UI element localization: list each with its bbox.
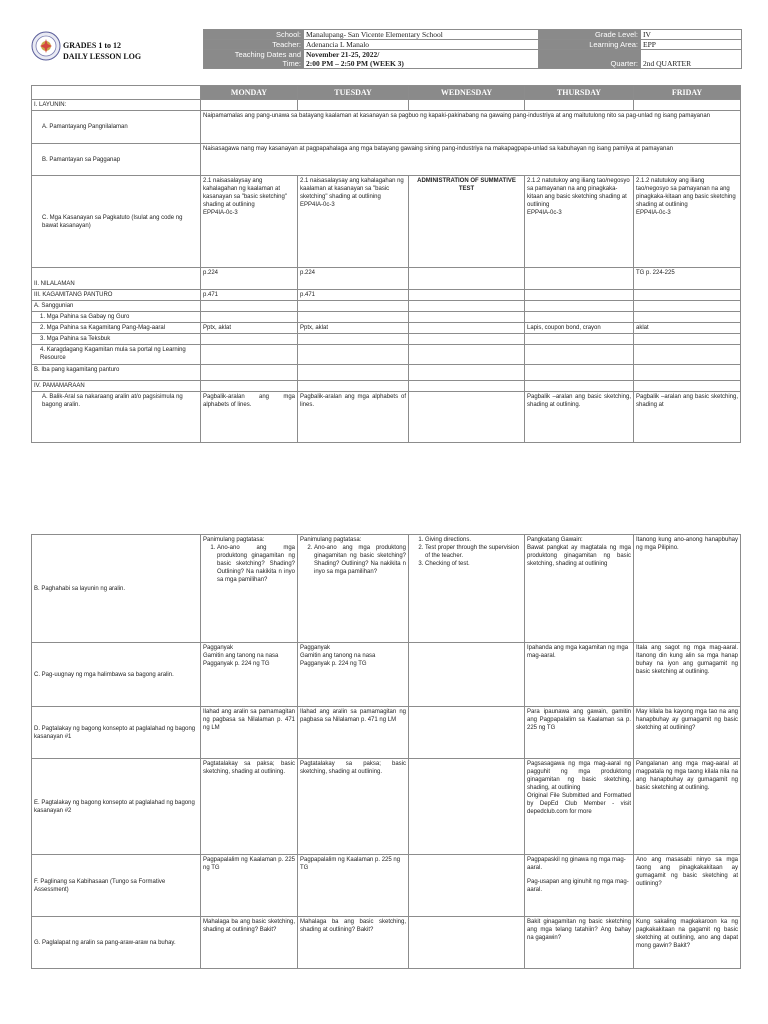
teacher-value: Adenancia L Manalo [304, 40, 539, 50]
row-label-pag-uugnay: C. Pag-uugnay ng mga halimbawa sa bagong aralin. [32, 643, 201, 707]
paghahabi-monday-item: 1. Ano-ano ang mga produktong ginagamitan ng basic sketching? Shading? Outlining? Na nakikita n inyo sa mga pamilihan? [217, 544, 295, 584]
materials-friday: aklat [634, 323, 741, 334]
section-layunin: I. LAYUNIN: [32, 100, 201, 111]
label-teksbuk: 3. Mga Pahina sa Teksbuk [32, 334, 201, 345]
time-label: Time: [282, 59, 301, 68]
paglinang-tuesday: Pagpapalalim ng Kaalaman p. 225 ng TG [298, 855, 409, 917]
kagamitan-monday: p.471 [201, 290, 298, 301]
paglinang-thursday-text-1: Pagpapaskil ng ginawa ng mga mag-aaral. [527, 857, 626, 871]
materials-thursday: Lapis, coupon bond, crayon [525, 323, 634, 334]
pag-uugnay-friday: Itala ang sagot ng mga mag-aaral. Itanong din kung alin sa mga hanap buhay na iyon ang gumagamit ng basic sketching at outlining. [634, 643, 741, 707]
paglalapat-friday: Kung sakaling magkakaroon ka ng pagkakakitaan na gagamit ng basic sketching at outlining, ano ang dapat mong gawin? Bakit? [634, 917, 741, 969]
materials-tuesday: Pptx, aklat [298, 323, 409, 334]
kasanayan-tuesday [298, 176, 409, 268]
day-header-tuesday: TUESDAY [298, 86, 409, 100]
depedclub-watermark-text: Original File Submitted and Formatted by DepEd Club Member - visit depedclub.com for more [527, 793, 631, 815]
row-label-paghahabi: B. Paghahabi sa layunin ng aralin. [32, 535, 201, 643]
kasanayan-thursday-code: EPP4IA-0c-3 [527, 210, 562, 216]
kasanayan-tuesday-text: 2.1 naisasalaysay ang kahalagahan ng kaalaman at kasanayan sa "basic sketching" shading at outlining [300, 178, 404, 200]
paglalapat-tuesday: Mahalaga ba ang basic sketching, shading at outlining? Bakit? [298, 917, 409, 969]
pamantayan-sa-pagganap: Naisasagawa nang may kasanayan at pagpapahalaga ang mga batayang gawaing sining pang-industriya na makapagpapa-unlad sa kabuhayan ng isang pamilya at pamayanan [201, 144, 741, 176]
paghahabi-thursday-text: Bawat pangkat ay magtatala ng mga produktong ginagamitan ng basic sketching, shading at outlining [527, 545, 631, 567]
school-label: School: [204, 30, 304, 40]
pag-uugnay-tuesday-head: Pagganyak [300, 645, 331, 651]
row-label-b: B. Pamantayan sa Pagganap [32, 144, 201, 176]
row-label-a: A. Pamantayang Pangnilalaman [32, 111, 201, 144]
kasanayan-thursday-text: 2.1.2 natutukoy ang iliang tao/negosyo sa pamayanan na ang pinagkaka-kitaan ang basic sketching shading at outlining [527, 178, 630, 208]
row-label-paglinang: F. Paglinang sa Kabihasaan (Tungo sa Formative Assessment) [32, 855, 201, 917]
dates-time-label [204, 50, 304, 69]
day-header-thursday: THURSDAY [525, 86, 634, 100]
paghahabi-monday [201, 535, 298, 643]
kasanayan-tuesday-code: EPP4IA-0c-3 [300, 202, 335, 208]
row-label-c: C. Mga Kasanayan sa Pagkatuto (Isulat ang code ng bawat kasanayan) [32, 176, 201, 268]
pagtalakay2-friday: Pangalanan ang mga mag-aaral at magpatala ng mga taong kilala nila na ang hanapbuhay ay gumagamit ng basic sketching at outlining. [634, 759, 741, 855]
label-sanggunian: A. Sanggunian [32, 301, 201, 312]
paghahabi-tuesday [298, 535, 409, 643]
kasanayan-friday-code: EPP4IA-0c-3 [636, 210, 671, 216]
pamantayang-pangnilalaman: Naipamamalas ang pang-unawa sa batayang kaalaman at kasanayan sa pagbuo ng kapaki-pakinabang na gawaing pang-industriya at ang maitutulong nito sa pag-unlad ng isang pamayanan [201, 111, 741, 144]
kasanayan-monday-text: 2.1 naisasalaysay ang kahalagahan ng kaalaman at kasanayan sa "basic sketching" shading at outlining [203, 178, 287, 208]
kasanayan-friday [634, 176, 741, 268]
title-line-2: DAILY LESSON LOG [63, 52, 142, 61]
blank-corner [32, 86, 201, 100]
day-header-friday: FRIDAY [634, 86, 741, 100]
pagtalakay1-monday: Ilahad ang aralin sa pamamagitan ng pagbasa sa Nilalaman p. 471 ng LM [201, 707, 298, 759]
section-pamamaraan: IV. PAMAMARAAN [32, 381, 201, 392]
day-header-monday: MONDAY [201, 86, 298, 100]
quarter-value: 2nd QUARTER [641, 50, 742, 69]
pag-uugnay-monday-text: Gamitin ang tanong na nasa Pagganyak p. 224 ng TG [203, 653, 279, 667]
pagtalakay2-tuesday: Pagtatalakay sa paksa; basic sketching, shading at outlining. [298, 759, 409, 855]
dates-label: Teaching Dates and [234, 50, 301, 59]
deped-seal-logo [31, 31, 61, 61]
paghahabi-tuesday-head: Panimulang pagtatasa: [300, 537, 362, 543]
paglinang-thursday [525, 855, 634, 917]
dates-value: November 21-25, 2022/ [306, 50, 380, 59]
quarter-label: Quarter: [539, 50, 641, 69]
teacher-label: Teacher: [204, 40, 304, 50]
pagtalakay1-thursday: Para ipaunawa ang gawain, gamitin ang Pagpapalalim sa Kaalaman sa p. 225 ng TG [525, 707, 634, 759]
paglalapat-monday: Mahalaga ba ang basic sketching, shading at outlining? Bakit? [201, 917, 298, 969]
paghahabi-friday: Itanong kung ano-anong hanapbuhay ng mga Pilipino. [634, 535, 741, 643]
kasanayan-monday-code: EPP4IA-0c-3 [203, 210, 238, 216]
dates-time-value [304, 50, 539, 69]
row-label-pagtalakay-1: D. Pagtalakay ng bagong konsepto at paglalahad ng bagong kasanayan #1 [32, 707, 201, 759]
section-nilalaman: II. NILALAMAN [32, 268, 201, 290]
paglinang-thursday-text-2: Pag-usapan ang iginuhit ng mga mag-aaral. [527, 879, 629, 893]
label-learning-resource: 4. Karagdagang Kagamitan mula sa portal ng Learning Resource [32, 345, 201, 365]
section-kagamitan: III. KAGAMITANG PANTURO [32, 290, 201, 301]
wednesday-step-2: 2. Test proper through the supervision of the teacher. [425, 544, 522, 560]
nilalaman-friday: TG p. 224-225 [634, 268, 741, 290]
pag-uugnay-tuesday [298, 643, 409, 707]
label-kagamitang-mag-aaral: 2. Mga Pahina sa Kagamitang Pang-Mag-aaral [32, 323, 201, 334]
nilalaman-monday: p.224 [201, 268, 298, 290]
paghahabi-tuesday-item: 2. Ano-ano ang mga produktong ginagamitan ng basic sketching? Shading? Outlining? Na nakikita n inyo sa mga pamilihan? [314, 544, 406, 576]
pagtalakay1-friday: May kilala ba kayong mga tao na ang hanapbuhay ay gumagamit ng basic sketching at outlining? [634, 707, 741, 759]
kagamitan-tuesday: p.471 [298, 290, 409, 301]
wednesday-step-3: 3. Checking of test. [425, 560, 522, 568]
label-iba-pang-kagamitan: B. Iba pang kagamitang panturo [32, 365, 201, 381]
balik-aral-friday: Pagbalik –aralan ang basic sketching, shading at [634, 392, 741, 443]
area-value: EPP [641, 40, 742, 50]
balik-aral-thursday: Pagbalik –aralan ang basic sketching, shading at outlining. [525, 392, 634, 443]
header-info-table [203, 29, 742, 69]
paghahabi-monday-head: Panimulang pagtatasa: [203, 537, 265, 543]
wednesday-step-1: 1. Giving directions. [425, 536, 522, 544]
lesson-log-table-2 [31, 534, 741, 969]
paglinang-friday: Ano ang masasabi ninyo sa mga taong ang pinagkakakitaan ay gumagamit ng basic sketching at outlining? [634, 855, 741, 917]
day-header-wednesday: WEDNESDAY [409, 86, 525, 100]
row-label-pagtalakay-2: E. Pagtalakay ng bagong konsepto at paglalahad ng bagong kasanayan #2 [32, 759, 201, 855]
pag-uugnay-thursday: Ipahanda ang mga kagamitan ng mga mag-aaral. [525, 643, 634, 707]
kasanayan-wednesday: ADMINISTRATION OF SUMMATIVE TEST [409, 176, 525, 268]
document-title [63, 40, 141, 62]
paglalapat-thursday: Bakit ginagamitan ng basic sketching ang mga telang tatahiin? Ang bahay na gagawin? [525, 917, 634, 969]
materials-monday: Pptx, aklat [201, 323, 298, 334]
pag-uugnay-tuesday-text: Gamitin ang tanong na nasa Pagganyak p. 224 ng TG [300, 653, 376, 667]
nilalaman-tuesday: p.224 [298, 268, 409, 290]
kasanayan-friday-text: 2.1.2 natutukoy ang iliang tao/negosyo sa pamayanan na ang pinagkaka-kitaan ang basic sketching shading at outlining [636, 178, 736, 208]
pag-uugnay-monday-head: Pagganyak [203, 645, 234, 651]
area-label: Learning Area: [539, 40, 641, 50]
title-line-1: GRADES 1 to 12 [63, 41, 122, 50]
kasanayan-monday [201, 176, 298, 268]
pagtalakay2-thursday [525, 759, 634, 855]
paghahabi-wednesday [409, 535, 525, 643]
row-label-paglalapat: G. Paglalapat ng aralin sa pang-araw-araw na buhay. [32, 917, 201, 969]
balik-aral-monday: Pagbalik-aralan ang mga alphabets of lines. [201, 392, 298, 443]
paglinang-monday: Pagpapalalim ng Kaalaman p. 225 ng TG [201, 855, 298, 917]
pagtalakay2-thursday-text: Pagsasagawa ng mga mag-aaral ng pagguhit ng mga produktong ginagamitan ng basic sketching, shading, at outlining [527, 761, 631, 791]
balik-aral-tuesday: Pagbalik-aralan ang mga alphabets of lines. [298, 392, 409, 443]
school-value: Manalupang- San Vicente Elementary School [304, 30, 539, 40]
lesson-log-table-1 [31, 85, 741, 443]
grade-value: IV [641, 30, 742, 40]
grade-label: Grade Level: [539, 30, 641, 40]
paghahabi-thursday-head: Pangkatang Gawain: [527, 537, 583, 543]
label-gabay-guro: 1. Mga Pahina sa Gabay ng Guro [32, 312, 201, 323]
kasanayan-thursday [525, 176, 634, 268]
row-label-balik-aral: A. Balik-Aral sa nakaraang aralin at/o pagsisimula ng bagong aralin. [32, 392, 201, 443]
paghahabi-thursday [525, 535, 634, 643]
time-value: 2:00 PM – 2:50 PM (WEEK 3) [306, 59, 404, 68]
pag-uugnay-monday [201, 643, 298, 707]
pagtalakay2-monday: Pagtatalakay sa paksa; basic sketching, shading at outlining. [201, 759, 298, 855]
pagtalakay1-tuesday: Ilahad ang aralin sa pamamagitan ng pagbasa sa Nilalaman p. 471 ng LM [298, 707, 409, 759]
